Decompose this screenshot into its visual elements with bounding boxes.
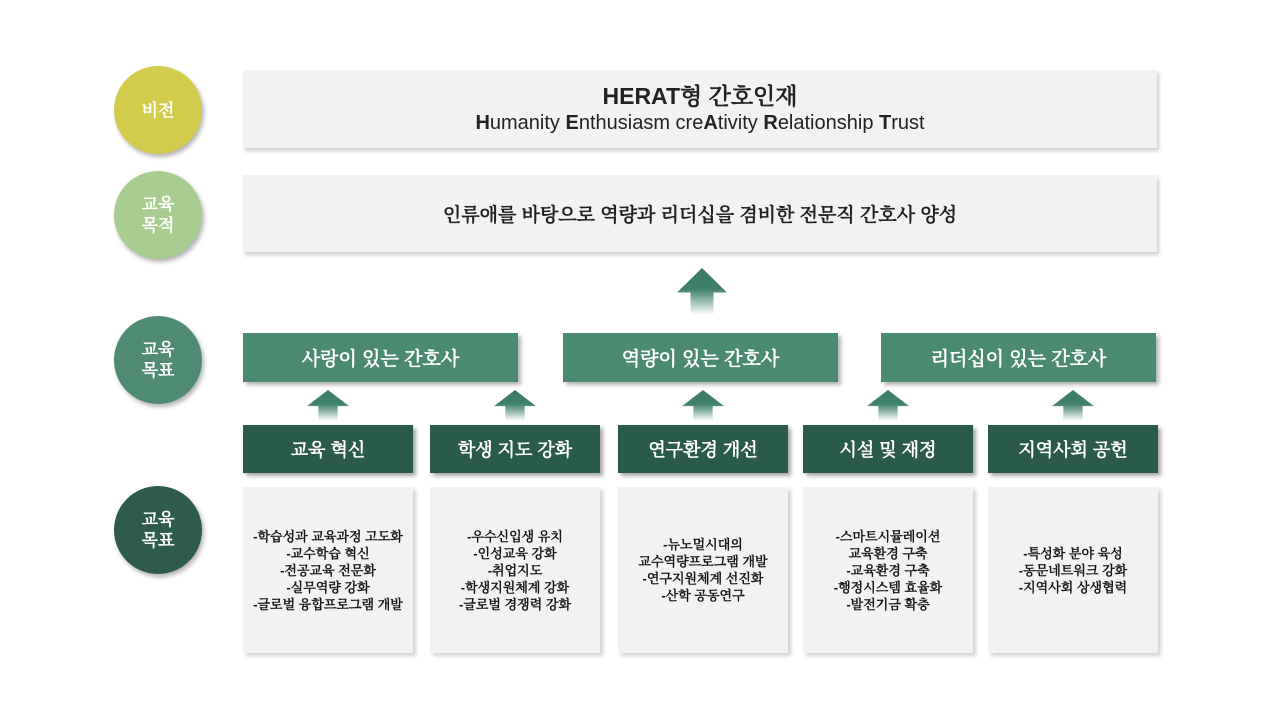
text-line: -학습성과 교육과정 고도화 (253, 528, 403, 544)
text-line: -스마트시뮬레이션 (835, 528, 941, 544)
strategy-panel-community-contribution (988, 487, 1158, 653)
text-line: -인성교육 강화 (473, 545, 557, 561)
text-line: -뉴노멀시대의 (663, 537, 743, 552)
text-line: 목표 (141, 531, 175, 550)
text-line: -행정시스템 효율화 (833, 579, 943, 595)
text-line: -교육환경 구축 (846, 562, 930, 578)
text-line: -글로벌 경쟁력 강화 (458, 596, 572, 612)
subtitle-word: Enthusiasm (565, 112, 670, 134)
strategy-header-community-contribution: 지역사회 공헌 (988, 425, 1158, 473)
strategy-panel-facilities-finance (803, 487, 973, 653)
strategy-header-facilities-finance: 시설 및 재정 (803, 425, 973, 473)
education-purpose-badge (114, 171, 202, 259)
strategy-header-education-innovation: 교육 혁신 (243, 425, 413, 473)
purpose-text: 인류애를 바탕으로 역량과 리더십을 겸비한 전문직 간호사 양성 (442, 205, 958, 226)
text-line: -우수신입생 유치 (467, 528, 563, 544)
arrow-up-icon (682, 390, 724, 421)
goal-box-competence: 역량이 있는 간호사 (563, 333, 838, 382)
text-line: -취업지도 (487, 562, 543, 578)
subtitle-word: Relationship (763, 112, 874, 134)
goal-box-leadership: 리더십이 있는 간호사 (881, 333, 1156, 382)
purpose-box (243, 175, 1157, 252)
text-line: -교수학습 혁신 (286, 545, 370, 561)
subtitle-word: Humanity (475, 112, 560, 134)
text-line: -글로벌 융합프로그램 개발 (253, 596, 403, 612)
subtitle-word: creAtivity (675, 112, 758, 134)
strategy-header-student-guidance: 학생 지도 강화 (430, 425, 600, 473)
text-line: 교수역량프로그램 개발 (638, 554, 768, 569)
text-line: -동문네트워크 강화 (1018, 562, 1128, 578)
text-line: -실무역량 강화 (286, 579, 370, 595)
text-line: -산학 공동연구 (661, 588, 745, 603)
arrow-up-icon (494, 390, 536, 421)
arrow-up-icon (1052, 390, 1094, 421)
text-line: -발전기금 확충 (846, 596, 930, 612)
strategy-panel-education-innovation (243, 487, 413, 653)
text-line: -연구지원체계 선진화 (642, 571, 764, 586)
subtitle-word: Trust (879, 112, 925, 134)
text-line: 교육환경 구축 (848, 545, 928, 561)
text-line: 교육 (141, 195, 175, 214)
text-line: 교육 (141, 340, 175, 359)
vision-subtitle (475, 110, 924, 136)
arrow-up-icon (307, 390, 349, 421)
text-line: 목적 (141, 216, 175, 235)
vision-badge (114, 66, 202, 154)
text-line: -학생지원체계 강화 (460, 579, 570, 595)
text-line: 교육 (141, 510, 175, 529)
strategy-panel-student-guidance (430, 487, 600, 653)
arrow-up-icon (677, 268, 727, 315)
education-objective-badge (114, 486, 202, 574)
text-line: -전공교육 전문화 (280, 562, 376, 578)
text-line: 비전 (141, 100, 175, 120)
vision-box (243, 70, 1157, 148)
strategy-panel-research-environment (618, 487, 788, 653)
text-line: -지역사회 상생협력 (1018, 579, 1128, 595)
vision-title: HERAT형 간호인재 (602, 83, 798, 109)
text-line: 목표 (141, 361, 175, 380)
arrow-up-icon (867, 390, 909, 421)
text-line: -특성화 분야 육성 (1023, 545, 1123, 561)
strategy-header-research-environment: 연구환경 개선 (618, 425, 788, 473)
goal-box-love: 사랑이 있는 간호사 (243, 333, 518, 382)
education-goal-badge (114, 316, 202, 404)
